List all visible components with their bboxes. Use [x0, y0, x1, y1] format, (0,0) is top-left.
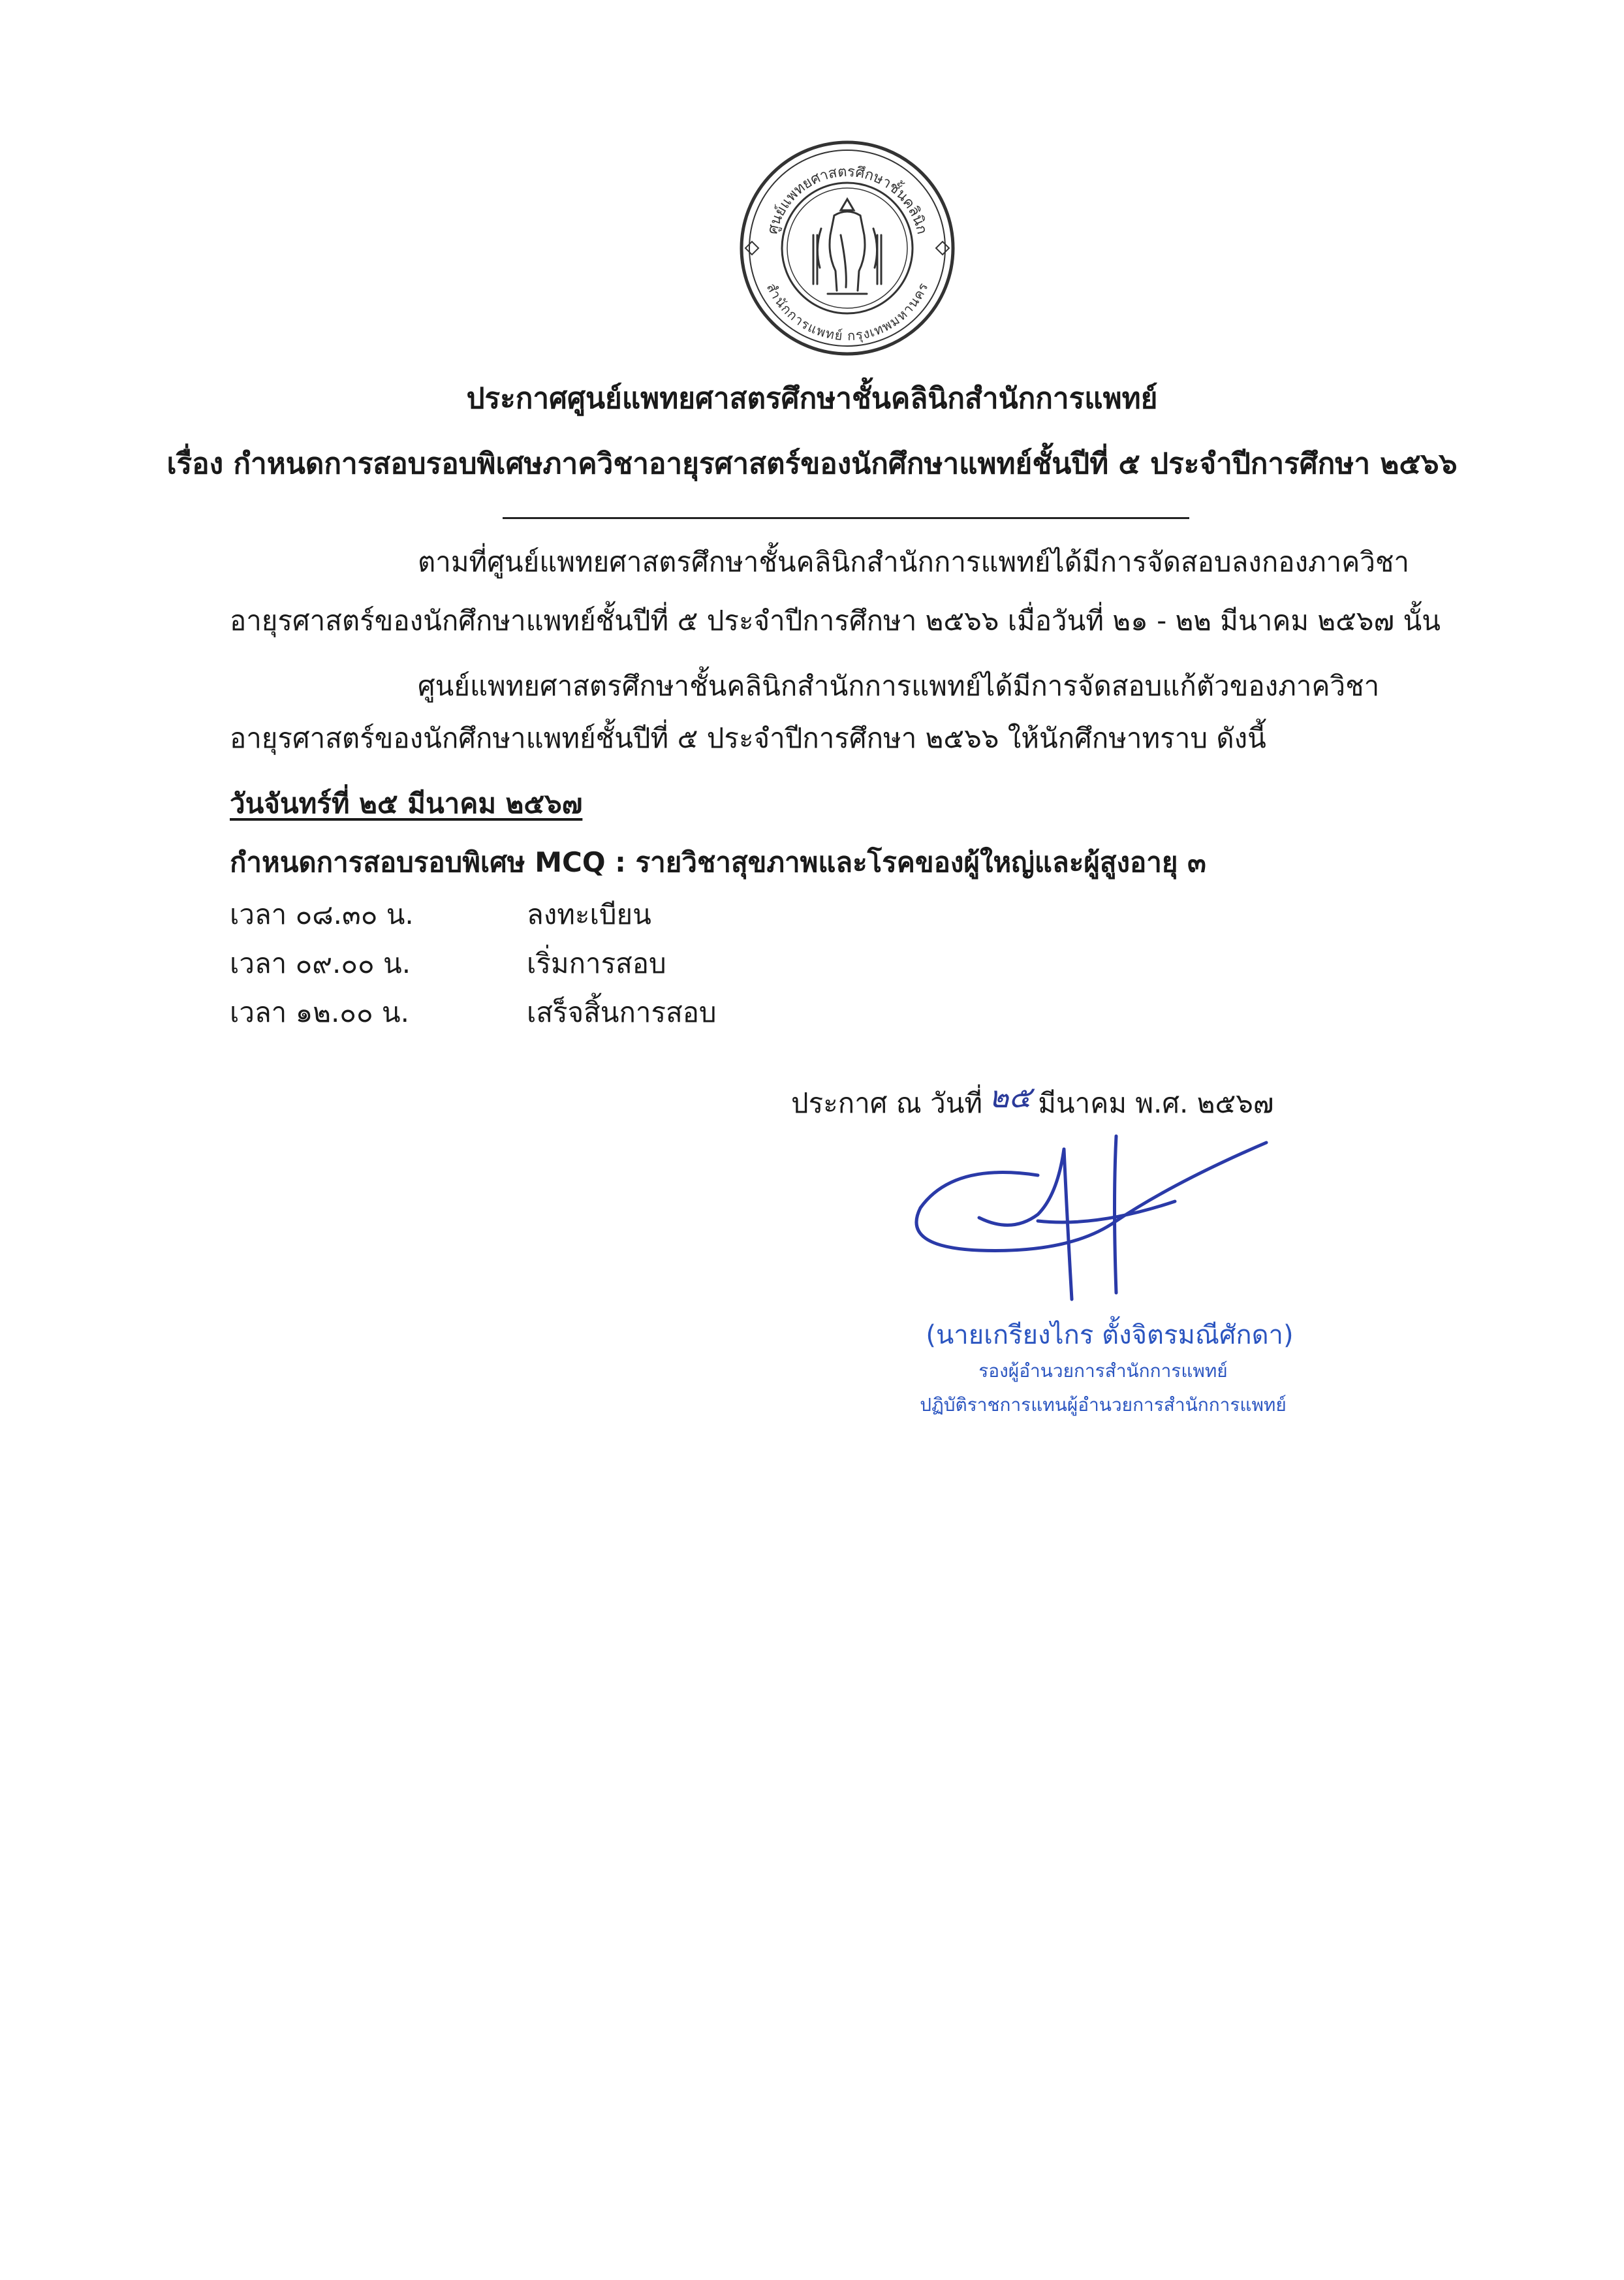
seal-emblem-icon — [736, 137, 958, 359]
schedule-row — [230, 991, 717, 1034]
paragraph-1-line-1: ตามที่ศูนย์แพทยศาสตรศึกษาชั้นคลินิกสำนักการแพทย์ได้มีการจัดสอบลงกองภาควิชา — [418, 546, 1410, 578]
paragraph-2-line-1: ศูนย์แพทยศาสตรศึกษาชั้นคลินิกสำนักการแพทย์ได้มีการจัดสอบแก้ตัวของภาควิชา — [418, 670, 1380, 702]
schedule-activity: ลงทะเบียน — [527, 898, 651, 930]
seal-text-top: ศูนย์แพทยศาสตรศึกษาชั้นคลินิก — [764, 163, 930, 236]
schedule-time: เวลา ๐๘.๓๐ น. — [230, 898, 414, 930]
signatory-position: รองผู้อำนวยการสำนักการแพทย์ — [978, 1360, 1228, 1382]
schedule-row — [230, 893, 651, 936]
seal-text-bottom: สำนักการแพทย์ กรุงเทพมหานคร — [763, 280, 931, 344]
announcement-date-line — [791, 1079, 1273, 1126]
signatory-acting-position: ปฏิบัติราชการแทนผู้อำนวยการสำนักการแพทย์ — [920, 1394, 1287, 1416]
handwritten-day: ๒๕ — [989, 1079, 1032, 1115]
schedule-activity: เสร็จสิ้นการสอบ — [527, 996, 717, 1028]
schedule-time: เวลา ๐๙.๐๐ น. — [230, 947, 411, 979]
schedule-time: เวลา ๑๒.๐๐ น. — [230, 996, 409, 1028]
handwritten-signature-icon — [901, 1123, 1305, 1312]
announcement-title: ประกาศศูนย์แพทยศาสตรศึกษาชั้นคลินิกสำนักการแพทย์ — [466, 382, 1158, 415]
exam-date-heading: วันจันทร์ที่ ๒๕ มีนาคม ๒๕๖๗ — [230, 787, 583, 819]
announcement-date-prefix: ประกาศ ณ วันที่ — [791, 1087, 983, 1119]
announcement-date-suffix: มีนาคม พ.ศ. ๒๕๖๗ — [1038, 1087, 1274, 1119]
paragraph-2-line-2: อายุรศาสตร์ของนักศึกษาแพทย์ชั้นปีที่ ๕ ประจำปีการศึกษา ๒๕๖๖ ให้นักศึกษาทราบ ดังนี้ — [230, 722, 1266, 754]
title-divider — [503, 517, 1189, 519]
exam-schedule-heading: กำหนดการสอบรอบพิเศษ MCQ : รายวิชาสุขภาพและโรคของผู้ใหญ่และผู้สูงอายุ ๓ — [230, 846, 1206, 878]
schedule-activity: เริ่มการสอบ — [527, 947, 666, 979]
signatory-name: (นายเกรียงไกร ตั้งจิตรมณีศักดา) — [926, 1320, 1294, 1350]
schedule-row — [230, 942, 666, 985]
announcement-subject: เรื่อง กำหนดการสอบรอบพิเศษภาควิชาอายุรศาสตร์ของนักศึกษาแพทย์ชั้นปีที่ ๕ ประจำปีการศึกษา ๒๕๖๖ — [166, 447, 1458, 481]
paragraph-1-line-2: อายุรศาสตร์ของนักศึกษาแพทย์ชั้นปีที่ ๕ ประจำปีการศึกษา ๒๕๖๖ เมื่อวันที่ ๒๑ - ๒๒ มีนาคม ๒๕๖๗ นั้น — [230, 605, 1441, 637]
